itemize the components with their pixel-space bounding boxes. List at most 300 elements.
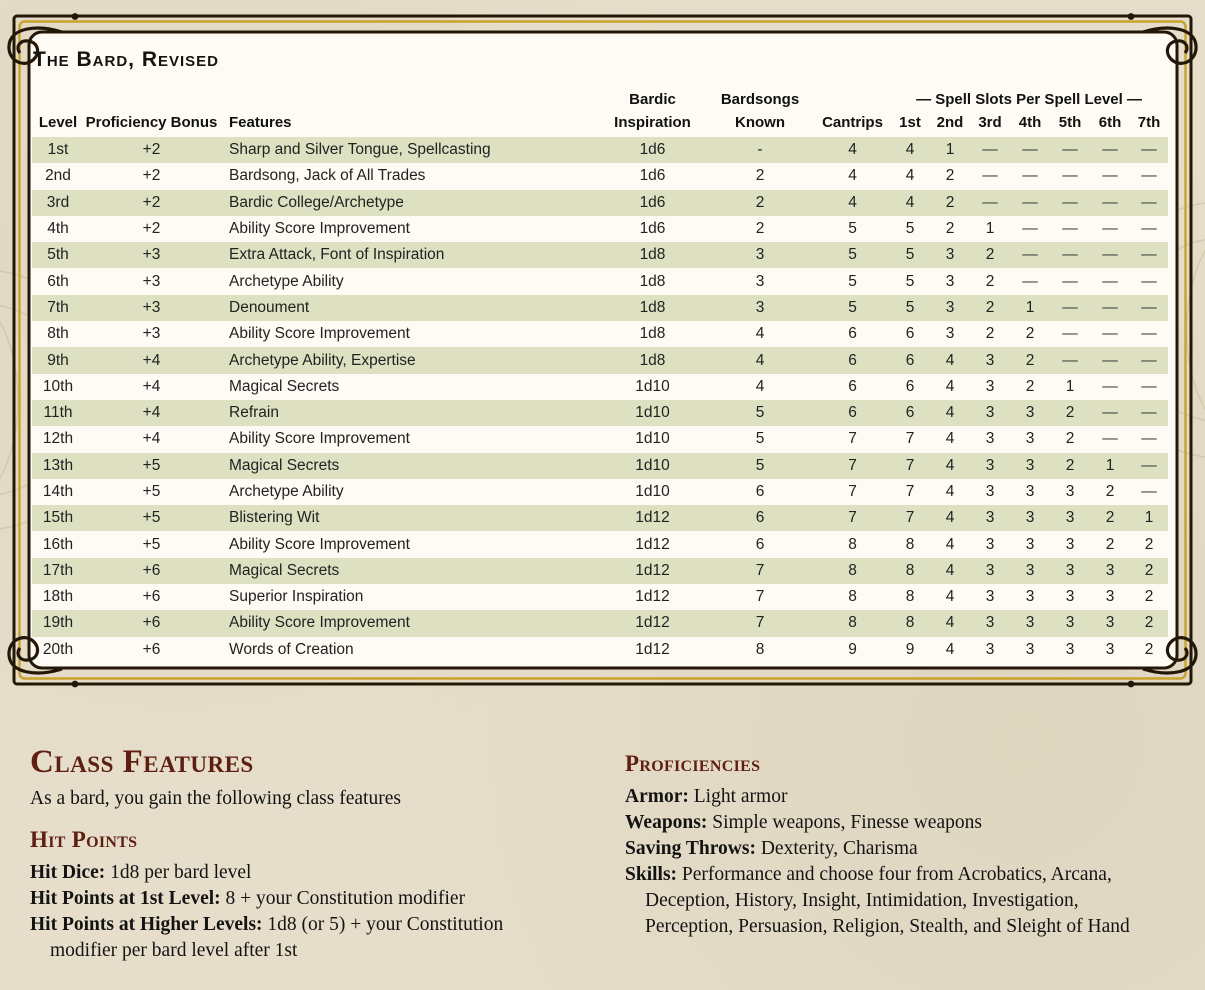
- table-cell: —: [1062, 167, 1078, 185]
- table-cell: 1d12: [635, 535, 670, 553]
- table-cell: 3: [1025, 509, 1035, 527]
- table-cell: 2: [1105, 535, 1115, 553]
- table-cell: 3: [1025, 535, 1035, 553]
- column-header-spell-3rd: 3rd: [978, 114, 1002, 131]
- table-cell: 11th: [43, 404, 73, 422]
- table-cell: 3: [1025, 614, 1035, 632]
- table-title: The Bard, Revised: [33, 48, 220, 71]
- table-cell: 3: [1025, 483, 1035, 500]
- table-cell: 1d8: [639, 298, 666, 316]
- table-cell: —: [1022, 272, 1038, 290]
- table-cell: 3: [1105, 640, 1115, 658]
- table-cell: 4: [945, 483, 955, 500]
- table-cell: 9: [905, 640, 915, 658]
- table-cell: 7: [848, 456, 857, 474]
- table-cell: 7: [848, 430, 857, 448]
- table-cell: 2: [1144, 561, 1154, 579]
- table-cell: 5: [905, 220, 915, 238]
- table-cell: 4: [755, 377, 765, 395]
- table-row: [32, 190, 1168, 216]
- table-cell: 3: [945, 246, 955, 264]
- table-cell: —: [1022, 141, 1038, 159]
- table-cell: 18th: [42, 588, 74, 606]
- table-cell: 3: [985, 561, 995, 579]
- table-row: [32, 242, 1168, 268]
- table-cell: 4: [905, 167, 915, 185]
- table-cell: 5: [755, 430, 765, 448]
- table-cell: 2: [1065, 430, 1075, 448]
- table-cell: 4: [945, 430, 955, 448]
- table-cell: 5: [905, 246, 915, 264]
- table-cell: —: [1022, 193, 1038, 211]
- table-row: [32, 558, 1168, 584]
- armor-line: [625, 784, 1145, 810]
- table-cell: 2: [755, 167, 765, 185]
- table-cell: 5: [848, 220, 857, 238]
- table-cell: 3rd: [46, 193, 70, 211]
- table-cell: —: [1102, 325, 1118, 343]
- table-cell: 8: [905, 535, 915, 553]
- table-cell: 2: [985, 325, 995, 343]
- table-cell: 3: [985, 483, 995, 500]
- table-cell: 5th: [47, 246, 69, 264]
- table-cell: 2: [755, 220, 765, 238]
- table-row: [32, 216, 1168, 242]
- table-cell: Refrain: [229, 404, 279, 422]
- table-cell: 1: [1105, 456, 1115, 474]
- table-cell: —: [1102, 246, 1118, 264]
- table-cell: 8: [905, 561, 915, 579]
- spell-slots-spanner: — Spell Slots Per Spell Level —: [916, 91, 1142, 108]
- table-cell: 8: [905, 614, 915, 632]
- table-cell: —: [1062, 351, 1078, 369]
- weapons-value: Simple weapons, Finesse weapons: [712, 811, 982, 833]
- table-cell: 3: [985, 404, 995, 422]
- table-cell: 4: [945, 456, 955, 474]
- table-cell: 5: [848, 246, 857, 264]
- skills-label: Skills:: [625, 863, 678, 885]
- table-cell: —: [1102, 404, 1118, 422]
- table-cell: Extra Attack, Font of Inspiration: [229, 246, 445, 264]
- table-cell: 4: [905, 193, 915, 211]
- table-cell: Denoument: [229, 298, 310, 316]
- table-cell: 4: [945, 561, 955, 579]
- table-header: [32, 86, 1168, 137]
- table-cell: +5: [142, 509, 161, 527]
- hit-points-heading: Hit Points: [30, 827, 138, 853]
- table-cell: 2: [1144, 614, 1154, 632]
- table-cell: 2: [985, 298, 995, 316]
- table-cell: 1: [1025, 298, 1035, 316]
- table-cell: +6: [142, 614, 161, 632]
- table-cell: 5: [905, 272, 915, 290]
- table-cell: 1d10: [635, 483, 670, 500]
- table-cell: 4: [945, 404, 955, 422]
- table-cell: 6: [848, 325, 857, 343]
- column-header-spell-6th: 6th: [1098, 114, 1122, 131]
- saving-throws-label: Saving Throws:: [625, 837, 756, 859]
- table-cell: —: [1062, 298, 1078, 316]
- column-header-spell-1st: 1st: [899, 114, 921, 131]
- table-row: [32, 137, 1168, 163]
- table-cell: 14th: [42, 483, 74, 500]
- column-header-spell-2nd: 2nd: [936, 114, 964, 131]
- column-header-features: Features: [229, 114, 292, 131]
- table-cell: —: [1102, 272, 1118, 290]
- table-cell: 4: [945, 351, 955, 369]
- table-cell: —: [1141, 141, 1157, 159]
- table-cell: Bardsong, Jack of All Trades: [229, 167, 426, 185]
- table-cell: —: [1141, 246, 1157, 264]
- table-cell: 2: [1025, 377, 1035, 395]
- hp-1st-level-value: 8 + your Constitution modifier: [225, 887, 466, 909]
- table-cell: 7: [848, 509, 857, 527]
- table-row: [32, 584, 1168, 610]
- table-cell: 8: [848, 561, 857, 579]
- table-cell: 1d6: [639, 193, 666, 211]
- hp-higher-levels-line: [30, 912, 555, 964]
- table-cell: 1: [985, 220, 995, 238]
- column-header-bardic-line1: Bardic: [629, 91, 676, 108]
- table-cell: —: [982, 193, 998, 211]
- table-cell: 1d8: [639, 246, 666, 264]
- hp-1st-level-label: Hit Points at 1st Level:: [30, 887, 221, 909]
- table-cell: 2: [755, 193, 765, 211]
- table-cell: Ability Score Improvement: [229, 430, 410, 448]
- table-cell: —: [1141, 351, 1157, 369]
- table-cell: 5: [755, 456, 765, 474]
- table-cell: 1d10: [635, 404, 670, 422]
- table-cell: 8: [755, 640, 765, 658]
- table-cell: 8: [848, 588, 857, 606]
- table-cell: 3: [1025, 561, 1035, 579]
- table-cell: 2: [1065, 404, 1075, 422]
- table-cell: Blistering Wit: [229, 509, 320, 527]
- table-cell: +4: [142, 377, 161, 395]
- hp-higher-levels-value: 1d8 (or 5) + your Constitution modifier per bard level after 1st: [50, 913, 504, 962]
- table-row: [32, 163, 1168, 189]
- class-features-intro: As a bard, you gain the following class features: [30, 787, 401, 809]
- table-cell: 8: [848, 535, 857, 553]
- table-cell: 7: [905, 509, 915, 527]
- saving-throws-line: [625, 836, 1145, 862]
- table-cell: +2: [142, 141, 161, 159]
- table-cell: 3: [755, 298, 765, 316]
- table-cell: —: [1141, 430, 1157, 448]
- table-cell: 6: [905, 377, 915, 395]
- column-header-bardsongs-line2: Known: [735, 114, 785, 131]
- table-cell: 7: [755, 614, 765, 632]
- table-cell: —: [1141, 456, 1157, 474]
- table-cell: —: [1062, 141, 1078, 159]
- table-cell: —: [982, 167, 998, 185]
- table-cell: 1d6: [639, 220, 666, 238]
- table-cell: 6: [848, 404, 857, 422]
- table-cell: 2: [1144, 640, 1154, 658]
- table-cell: Sharp and Silver Tongue, Spellcasting: [229, 141, 491, 159]
- table-cell: 3: [1065, 614, 1075, 632]
- table-cell: —: [1141, 167, 1157, 185]
- table-cell: Magical Secrets: [229, 377, 340, 395]
- table-row: [32, 321, 1168, 347]
- table-cell: 3: [985, 614, 995, 632]
- table-cell: 1st: [47, 141, 69, 159]
- table-cell: 1d8: [639, 272, 666, 290]
- table-cell: 2: [1025, 325, 1035, 343]
- bard-level-table: [32, 86, 1168, 663]
- table-cell: 4: [945, 614, 955, 632]
- table-cell: 6: [905, 325, 915, 343]
- table-cell: 6: [905, 404, 915, 422]
- table-cell: 6: [848, 351, 857, 369]
- table-cell: 3: [985, 430, 995, 448]
- table-cell: 3: [1065, 588, 1075, 606]
- table-cell: +3: [142, 298, 161, 316]
- table-cell: 3: [945, 298, 955, 316]
- hp-1st-level-line: [30, 886, 555, 912]
- table-cell: 4: [755, 325, 765, 343]
- table-cell: —: [1141, 220, 1157, 238]
- class-features-heading: Class Features: [30, 744, 254, 780]
- table-cell: 1d10: [635, 430, 670, 448]
- table-row: [32, 426, 1168, 452]
- table-cell: —: [1102, 141, 1118, 159]
- table-cell: Superior Inspiration: [229, 588, 364, 606]
- table-row: [32, 531, 1168, 557]
- table-cell: 5: [848, 298, 857, 316]
- hit-dice-label: Hit Dice:: [30, 861, 106, 883]
- table-cell: —: [1062, 193, 1078, 211]
- table-cell: 1d12: [635, 509, 670, 527]
- table-cell: 2: [985, 272, 995, 290]
- table-cell: Ability Score Improvement: [229, 220, 410, 238]
- table-cell: 1d6: [639, 167, 666, 185]
- table-cell: +4: [142, 430, 161, 448]
- table-cell: 4: [945, 377, 955, 395]
- table-row: [32, 347, 1168, 373]
- table-cell: 16th: [42, 535, 74, 553]
- table-cell: +6: [142, 561, 161, 579]
- table-row: [32, 479, 1168, 505]
- table-cell: 4: [848, 141, 857, 159]
- table-cell: 2: [1144, 535, 1154, 553]
- table-cell: —: [1102, 193, 1118, 211]
- table-cell: 1d6: [639, 141, 666, 159]
- table-cell: 1: [1144, 509, 1154, 527]
- table-cell: 3: [945, 272, 955, 290]
- table-cell: Ability Score Improvement: [229, 614, 410, 632]
- table-cell: 1: [1065, 377, 1075, 395]
- table-cell: —: [1141, 325, 1157, 343]
- table-cell: 1d12: [635, 614, 670, 632]
- table-row: [32, 295, 1168, 321]
- skills-line: [625, 862, 1145, 940]
- table-cell: —: [1141, 483, 1157, 500]
- table-cell: 9: [848, 640, 857, 658]
- table-cell: 2nd: [45, 167, 71, 185]
- column-header-cantrips: Cantrips: [822, 114, 883, 131]
- column-header-bardsongs-line1: Bardsongs: [720, 91, 800, 108]
- table-cell: +2: [142, 220, 161, 238]
- table-cell: 4: [848, 167, 857, 185]
- column-header-spell-5th: 5th: [1058, 114, 1082, 131]
- hit-dice-value: 1d8 per bard level: [110, 861, 252, 883]
- table-cell: Archetype Ability: [229, 483, 344, 500]
- table-cell: 4: [945, 535, 955, 553]
- table-cell: —: [1062, 325, 1078, 343]
- table-cell: +3: [142, 272, 161, 290]
- table-cell: 7: [755, 561, 765, 579]
- table-cell: +3: [142, 325, 161, 343]
- table-cell: 3: [1025, 456, 1035, 474]
- table-cell: 7: [755, 588, 765, 606]
- table-cell: 5: [755, 404, 765, 422]
- table-cell: 6: [755, 535, 765, 553]
- column-header-bardic-line2: Inspiration: [614, 114, 691, 131]
- table-cell: —: [1062, 272, 1078, 290]
- table-cell: Ability Score Improvement: [229, 535, 410, 553]
- header-spacer: [32, 86, 600, 108]
- proficiencies-heading: Proficiencies: [625, 751, 761, 776]
- header-spacer: [815, 86, 890, 108]
- table-cell: Magical Secrets: [229, 561, 340, 579]
- armor-value: Light armor: [693, 785, 788, 807]
- table-cell: 15th: [42, 509, 74, 527]
- table-cell: —: [1022, 220, 1038, 238]
- table-cell: 1d8: [639, 325, 666, 343]
- table-cell: 1d8: [639, 351, 666, 369]
- table-cell: Magical Secrets: [229, 456, 340, 474]
- table-cell: 2: [1105, 509, 1115, 527]
- table-cell: 2: [945, 167, 955, 185]
- table-cell: —: [1141, 404, 1157, 422]
- table-cell: 2: [1105, 483, 1115, 500]
- table-cell: —: [1102, 377, 1118, 395]
- table-cell: 3: [1105, 561, 1115, 579]
- hit-dice-line: [30, 860, 555, 886]
- table-cell: 3: [1065, 509, 1075, 527]
- table-cell: 3: [985, 351, 995, 369]
- table-cell: 7th: [47, 298, 69, 316]
- table-cell: 5: [905, 298, 915, 316]
- table-cell: 2: [1144, 588, 1154, 606]
- table-cell: 3: [755, 272, 765, 290]
- table-cell: +5: [142, 535, 161, 553]
- table-cell: 2: [945, 193, 955, 211]
- table-row: [32, 268, 1168, 294]
- table-cell: 3: [1025, 430, 1035, 448]
- table-cell: 13th: [42, 456, 74, 474]
- table-cell: 4th: [47, 220, 69, 238]
- class-features-section: [30, 744, 555, 964]
- table-cell: 7: [905, 430, 915, 448]
- table-cell: —: [1022, 167, 1038, 185]
- table-row: [32, 610, 1168, 636]
- table-cell: 2: [1025, 351, 1035, 369]
- table-row: [32, 374, 1168, 400]
- table-row: [32, 453, 1168, 479]
- column-header-spell-7th: 7th: [1137, 114, 1161, 131]
- table-cell: —: [1141, 272, 1157, 290]
- table-cell: —: [1062, 246, 1078, 264]
- table-cell: 4: [755, 351, 765, 369]
- table-cell: 4: [945, 588, 955, 606]
- table-cell: 8: [905, 588, 915, 606]
- table-cell: —: [1141, 193, 1157, 211]
- table-cell: 8th: [47, 325, 69, 343]
- column-header-proficiency-bonus: Proficiency Bonus: [85, 114, 218, 131]
- table-row: [32, 400, 1168, 426]
- table-cell: 3: [985, 640, 995, 658]
- weapons-label: Weapons:: [625, 811, 708, 833]
- table-cell: 3: [1105, 588, 1115, 606]
- table-cell: Bardic College/Archetype: [229, 193, 404, 211]
- table-cell: 6: [905, 351, 915, 369]
- table-cell: +5: [142, 456, 161, 474]
- table-cell: 17th: [42, 561, 74, 579]
- table-cell: 5: [848, 272, 857, 290]
- table-cell: +2: [142, 193, 161, 211]
- table-cell: 2: [985, 246, 995, 264]
- armor-label: Armor:: [625, 785, 689, 807]
- hp-higher-levels-label: Hit Points at Higher Levels:: [30, 913, 263, 935]
- table-cell: 3: [1025, 588, 1035, 606]
- table-cell: 12th: [42, 430, 74, 448]
- table-cell: 2: [1065, 456, 1075, 474]
- table-cell: 3: [985, 588, 995, 606]
- table-cell: 4: [945, 640, 955, 658]
- table-cell: Words of Creation: [229, 640, 354, 658]
- table-cell: -: [757, 141, 763, 159]
- table-cell: 4: [905, 141, 915, 159]
- table-cell: +5: [142, 483, 161, 500]
- table-cell: 7: [848, 483, 857, 500]
- table-cell: 3: [985, 535, 995, 553]
- table-row: [32, 505, 1168, 531]
- table-cell: 3: [1025, 640, 1035, 658]
- table-cell: +6: [142, 640, 161, 658]
- table-cell: 1d12: [635, 640, 670, 658]
- table-cell: Archetype Ability: [229, 272, 344, 290]
- table-cell: 6th: [47, 272, 69, 290]
- table-cell: —: [1102, 351, 1118, 369]
- table-cell: —: [1102, 167, 1118, 185]
- table-cell: Archetype Ability, Expertise: [229, 351, 416, 369]
- table-cell: +4: [142, 404, 161, 422]
- table-cell: 10th: [42, 377, 74, 395]
- table-cell: 1d10: [635, 456, 670, 474]
- table-cell: —: [1102, 298, 1118, 316]
- table-cell: 3: [1025, 404, 1035, 422]
- table-cell: 19th: [42, 614, 74, 632]
- table-cell: 4: [848, 193, 857, 211]
- table-cell: 9th: [47, 351, 69, 369]
- table-cell: 3: [985, 456, 995, 474]
- table-cell: —: [1102, 220, 1118, 238]
- table-body: [32, 137, 1168, 663]
- table-cell: —: [1102, 430, 1118, 448]
- table-cell: 1d12: [635, 588, 670, 606]
- weapons-line: [625, 810, 1145, 836]
- table-cell: 3: [1065, 561, 1075, 579]
- table-cell: —: [1022, 246, 1038, 264]
- table-cell: 20th: [42, 640, 74, 658]
- table-cell: 3: [985, 509, 995, 527]
- column-header-level: Level: [38, 114, 78, 131]
- table-cell: 6: [755, 509, 765, 527]
- column-header-spell-4th: 4th: [1018, 114, 1042, 131]
- table-cell: —: [1062, 220, 1078, 238]
